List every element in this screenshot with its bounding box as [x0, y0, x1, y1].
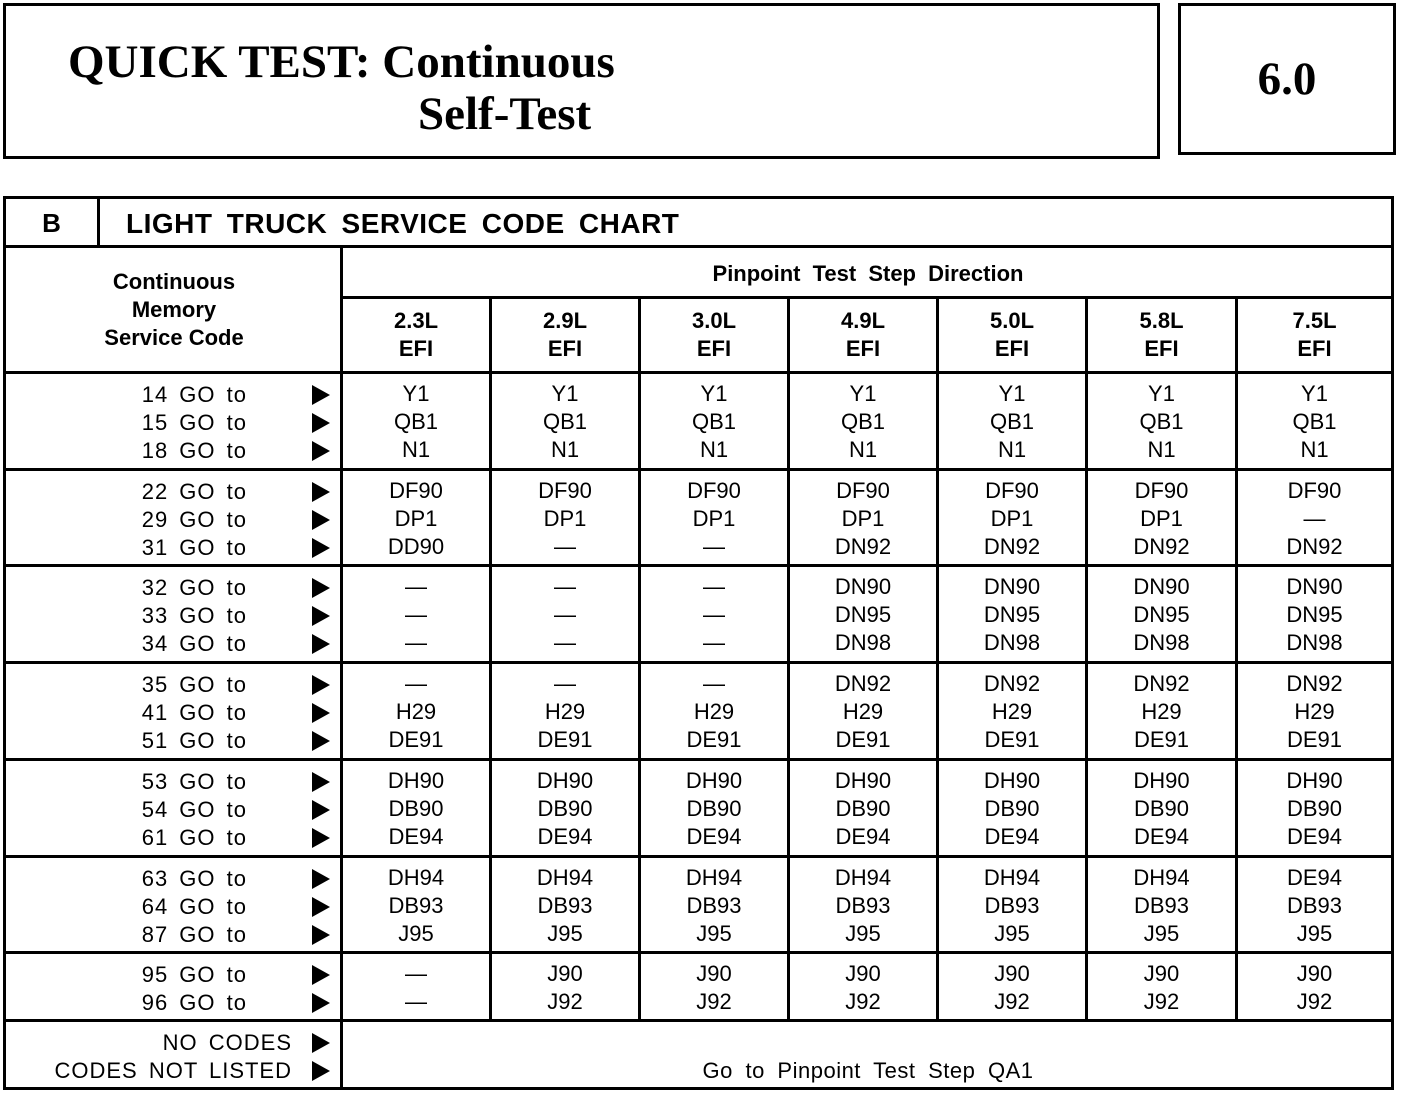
arrow-right-icon [312, 869, 330, 889]
footer-code-row [6, 1030, 342, 1058]
pinpoint-step: DN92 [1133, 534, 1190, 559]
pinpoint-step: — [554, 630, 576, 655]
arrow-right-icon [312, 925, 330, 945]
footer-code-row [6, 1058, 342, 1086]
pinpoint-step: — [554, 671, 576, 696]
pinpoint-step: QB1 [691, 409, 737, 434]
engine-type: EFI [696, 336, 732, 361]
pinpoint-step: N1 [997, 437, 1027, 462]
pinpoint-step: DB93 [686, 893, 742, 918]
pinpoint-step: Y1 [700, 381, 728, 406]
pinpoint-step: DN92 [1286, 534, 1343, 559]
pinpoint-step: J95 [1296, 921, 1333, 946]
pinpoint-step: — [405, 574, 427, 599]
arrow-right-icon [312, 897, 330, 917]
service-code-header-line: Continuous [112, 269, 236, 294]
pinpoint-step: — [554, 534, 576, 559]
pinpoint-step: DE91 [984, 727, 1040, 752]
service-code-row [6, 922, 342, 950]
pinpoint-step: DE91 [1133, 727, 1190, 752]
pinpoint-step: DH94 [834, 865, 892, 890]
footer-instruction: Go to Pinpoint Test Step QA1 [702, 1058, 1034, 1083]
pinpoint-step: DE94 [1286, 824, 1343, 849]
pinpoint-step: — [405, 961, 427, 986]
arrow-right-icon [312, 606, 330, 626]
page-title [68, 36, 615, 140]
pinpoint-step: — [405, 671, 427, 696]
service-code-row [6, 866, 342, 894]
pinpoint-step: DF90 [836, 478, 890, 503]
service-code-label: 87 GO to [141, 922, 247, 947]
row-divider [6, 564, 1391, 567]
engine-size: 2.9L [542, 308, 588, 333]
pinpoint-step: DE94 [984, 824, 1040, 849]
pinpoint-step: DH94 [387, 865, 445, 890]
pinpoint-step: DN98 [983, 630, 1041, 655]
service-code-label: 33 GO to [141, 603, 247, 628]
pinpoint-step: QB1 [989, 409, 1035, 434]
pinpoint-step: DN95 [983, 602, 1041, 627]
engine-header [492, 299, 638, 371]
service-code-row [6, 894, 342, 922]
pinpoint-step: DB90 [835, 796, 891, 821]
pinpoint-step: DF90 [985, 478, 1039, 503]
pinpoint-step: J90 [1296, 961, 1333, 986]
pinpoint-step: J95 [398, 921, 434, 946]
pinpoint-step: J92 [1143, 989, 1180, 1014]
chart-letter: B [6, 199, 100, 248]
pinpoint-step: DH90 [983, 768, 1041, 793]
service-code-label: 34 GO to [141, 631, 247, 656]
pinpoint-step: J95 [547, 921, 583, 946]
pinpoint-step: DB90 [1133, 796, 1190, 821]
engine-type: EFI [1297, 336, 1332, 361]
engine-size: 3.0L [691, 308, 737, 333]
pinpoint-step: DH90 [536, 768, 594, 793]
pinpoint-step: DH90 [685, 768, 743, 793]
pinpoint-step: DH90 [387, 768, 445, 793]
engine-header [939, 299, 1085, 371]
row-divider [6, 245, 1391, 248]
pinpoint-step: J90 [845, 961, 881, 986]
pinpoint-step: — [1303, 506, 1326, 531]
service-code-row [6, 700, 342, 728]
service-code-label: 35 GO to [141, 672, 247, 697]
pinpoint-step: Y1 [402, 381, 430, 406]
arrow-right-icon [312, 703, 330, 723]
service-code-label: 14 GO to [141, 382, 247, 407]
engine-header [1238, 299, 1391, 371]
arrow-right-icon [312, 510, 330, 530]
title-line-1: QUICK TEST: Continuous [68, 36, 615, 88]
engine-size: 7.5L [1292, 308, 1337, 333]
engine-header [343, 299, 489, 371]
pinpoint-step: DB93 [1286, 893, 1343, 918]
pinpoint-step: DB90 [537, 796, 593, 821]
pinpoint-step: DN98 [1286, 630, 1343, 655]
pinpoint-step: DN92 [834, 671, 892, 696]
pinpoint-step: H29 [842, 699, 884, 724]
pinpoint-step: DN90 [1133, 574, 1190, 599]
pinpoint-step: — [703, 630, 725, 655]
service-code-chart [3, 196, 1394, 1090]
service-code-label: 95 GO to [141, 962, 247, 987]
pinpoint-step: H29 [693, 699, 735, 724]
pinpoint-step: Y1 [1148, 381, 1175, 406]
service-code-header-line: Memory [131, 297, 217, 322]
engine-header [641, 299, 787, 371]
pinpoint-step: DP1 [841, 506, 885, 531]
footer-code-label: CODES NOT LISTED [54, 1058, 292, 1083]
pinpoint-step: DN95 [1286, 602, 1343, 627]
arrow-right-icon [312, 538, 330, 558]
arrow-right-icon [312, 828, 330, 848]
arrow-right-icon [312, 385, 330, 405]
row-divider [6, 951, 1391, 954]
arrow-right-icon [312, 993, 330, 1013]
pinpoint-step: DH90 [1286, 768, 1343, 793]
service-code-label: 63 GO to [141, 866, 247, 891]
service-code-label: 54 GO to [141, 797, 247, 822]
service-code-label: 15 GO to [141, 410, 247, 435]
service-code-label: 61 GO to [141, 825, 247, 850]
pinpoint-step: Y1 [551, 381, 579, 406]
footer-code-label: NO CODES [162, 1030, 292, 1055]
pinpoint-step: DD90 [387, 534, 445, 559]
pinpoint-step: — [703, 574, 725, 599]
pinpoint-step: QB1 [1139, 409, 1184, 434]
pinpoint-step: QB1 [393, 409, 439, 434]
engine-type: EFI [994, 336, 1030, 361]
pinpoint-header: Pinpoint Test Step Direction [712, 261, 1024, 286]
service-code-row [6, 728, 342, 756]
pinpoint-step: DN92 [983, 534, 1041, 559]
pinpoint-step: — [703, 534, 725, 559]
pinpoint-step: J90 [547, 961, 583, 986]
engine-header [790, 299, 936, 371]
pinpoint-step: J95 [845, 921, 881, 946]
pinpoint-step: DF90 [1134, 478, 1189, 503]
engine-type: EFI [547, 336, 583, 361]
arrow-right-icon [312, 800, 330, 820]
pinpoint-step: DH94 [536, 865, 594, 890]
service-code-row [6, 962, 342, 990]
service-code-label: 32 GO to [141, 575, 247, 600]
pinpoint-step: — [703, 602, 725, 627]
service-code-row [6, 479, 342, 507]
pinpoint-step: DF90 [1287, 478, 1342, 503]
title-box [3, 3, 1160, 159]
service-code-label: 64 GO to [141, 894, 247, 919]
arrow-right-icon [312, 413, 330, 433]
pinpoint-step: DE94 [686, 824, 742, 849]
pinpoint-step: J92 [696, 989, 732, 1014]
pinpoint-step: H29 [991, 699, 1033, 724]
pinpoint-step: DH94 [685, 865, 743, 890]
pinpoint-step: DN95 [834, 602, 892, 627]
engine-size: 4.9L [840, 308, 886, 333]
pinpoint-step: J90 [696, 961, 732, 986]
pinpoint-step: DH94 [983, 865, 1041, 890]
pinpoint-step: DB93 [537, 893, 593, 918]
pinpoint-step: DB93 [1133, 893, 1190, 918]
pinpoint-step: J90 [994, 961, 1030, 986]
pinpoint-step: DE91 [686, 727, 742, 752]
arrow-right-icon [312, 772, 330, 792]
pinpoint-step: DE94 [835, 824, 891, 849]
arrow-right-icon [312, 675, 330, 695]
service-code-header [6, 249, 342, 371]
engine-type: EFI [1144, 336, 1179, 361]
engine-size: 2.3L [393, 308, 439, 333]
pinpoint-step: DE94 [537, 824, 593, 849]
pinpoint-step: N1 [699, 437, 729, 462]
service-code-row [6, 603, 342, 631]
pinpoint-step: QB1 [1292, 409, 1337, 434]
pinpoint-step: DP1 [394, 506, 438, 531]
pinpoint-step: DB90 [686, 796, 742, 821]
row-divider [6, 661, 1391, 664]
pinpoint-step: H29 [1294, 699, 1335, 724]
pinpoint-step: DE94 [1286, 865, 1343, 890]
pinpoint-step: — [703, 671, 725, 696]
pinpoint-step: Y1 [849, 381, 877, 406]
pinpoint-step: DN92 [834, 534, 892, 559]
pinpoint-step: N1 [550, 437, 580, 462]
arrow-right-icon [312, 1033, 330, 1053]
pinpoint-step: DP1 [1140, 506, 1183, 531]
pinpoint-step: DE91 [835, 727, 891, 752]
pinpoint-step: DF90 [389, 478, 443, 503]
pinpoint-step: DN92 [1133, 671, 1190, 696]
arrow-right-icon [312, 731, 330, 751]
pinpoint-step: N1 [1147, 437, 1176, 462]
row-divider [6, 371, 1391, 374]
pinpoint-step: — [405, 989, 427, 1014]
pinpoint-step: DP1 [543, 506, 587, 531]
pinpoint-step: J95 [1143, 921, 1180, 946]
engine-type: EFI [398, 336, 434, 361]
pinpoint-step: N1 [401, 437, 431, 462]
pinpoint-step: Y1 [1301, 381, 1328, 406]
pinpoint-step: N1 [848, 437, 878, 462]
service-code-row [6, 769, 342, 797]
pinpoint-step: J92 [547, 989, 583, 1014]
pinpoint-step: DE91 [1286, 727, 1343, 752]
pinpoint-step: — [405, 602, 427, 627]
engine-size: 5.8L [1139, 308, 1184, 333]
service-code-label: 22 GO to [141, 479, 247, 504]
pinpoint-step: DN98 [834, 630, 892, 655]
arrow-right-icon [312, 578, 330, 598]
pinpoint-step: DP1 [692, 506, 736, 531]
pinpoint-step: J92 [1296, 989, 1333, 1014]
pinpoint-step: DN90 [834, 574, 892, 599]
pinpoint-step: DE94 [388, 824, 444, 849]
pinpoint-step: DH90 [834, 768, 892, 793]
service-code-row [6, 672, 342, 700]
service-code-label: 96 GO to [141, 990, 247, 1015]
arrow-right-icon [312, 441, 330, 461]
pinpoint-step: DE91 [388, 727, 444, 752]
service-code-label: 41 GO to [141, 700, 247, 725]
engine-header [1088, 299, 1235, 371]
service-code-row [6, 410, 342, 438]
chart-title: LIGHT TRUCK SERVICE CODE CHART [126, 207, 680, 239]
service-code-row [6, 535, 342, 563]
row-divider [6, 468, 1391, 471]
row-divider [6, 1019, 1391, 1022]
pinpoint-step: DB93 [835, 893, 891, 918]
row-divider [6, 758, 1391, 761]
pinpoint-step: DN98 [1133, 630, 1190, 655]
service-code-label: 53 GO to [141, 769, 247, 794]
pinpoint-step: DF90 [687, 478, 741, 503]
service-code-row [6, 631, 342, 659]
service-code-row [6, 825, 342, 853]
service-code-row [6, 797, 342, 825]
pinpoint-step: DN90 [983, 574, 1041, 599]
pinpoint-step: DH94 [1133, 865, 1190, 890]
service-code-row [6, 507, 342, 535]
service-code-row [6, 438, 342, 466]
title-line-2: Self-Test [418, 88, 592, 140]
pinpoint-step: DN92 [1286, 671, 1343, 696]
pinpoint-step: J95 [696, 921, 732, 946]
service-code-label: 18 GO to [141, 438, 247, 463]
service-code-label: 51 GO to [141, 728, 247, 753]
service-code-row [6, 575, 342, 603]
pinpoint-step: DN92 [983, 671, 1041, 696]
pinpoint-step: QB1 [542, 409, 588, 434]
pinpoint-step: QB1 [840, 409, 886, 434]
pinpoint-step: DB93 [984, 893, 1040, 918]
pinpoint-step: DE91 [537, 727, 593, 752]
pinpoint-step: DN95 [1133, 602, 1190, 627]
pinpoint-step: H29 [1141, 699, 1182, 724]
service-code-label: 29 GO to [141, 507, 247, 532]
engine-size: 5.0L [989, 308, 1035, 333]
pinpoint-step: DH90 [1133, 768, 1190, 793]
service-code-row [6, 990, 342, 1018]
pinpoint-step: DE94 [1133, 824, 1190, 849]
service-code-header-line: Service Code [104, 325, 244, 350]
arrow-right-icon [312, 634, 330, 654]
section-number: 6.0 [1178, 3, 1396, 155]
pinpoint-step: J90 [1143, 961, 1180, 986]
pinpoint-step: — [405, 630, 427, 655]
pinpoint-step: DB93 [388, 893, 444, 918]
pinpoint-step: DB90 [388, 796, 444, 821]
pinpoint-step: J92 [994, 989, 1030, 1014]
pinpoint-step: N1 [1300, 437, 1329, 462]
pinpoint-step: DF90 [538, 478, 592, 503]
pinpoint-step: H29 [395, 699, 437, 724]
arrow-right-icon [312, 482, 330, 502]
service-code-label: 31 GO to [141, 535, 247, 560]
pinpoint-step: — [554, 602, 576, 627]
pinpoint-step: DB90 [984, 796, 1040, 821]
pinpoint-step: J95 [994, 921, 1030, 946]
engine-type: EFI [845, 336, 881, 361]
pinpoint-step: — [554, 574, 576, 599]
pinpoint-step: J92 [845, 989, 881, 1014]
row-divider [6, 855, 1391, 858]
pinpoint-step: DP1 [990, 506, 1034, 531]
pinpoint-step: H29 [544, 699, 586, 724]
pinpoint-step: DB90 [1286, 796, 1343, 821]
pinpoint-step: Y1 [998, 381, 1026, 406]
service-code-row [6, 382, 342, 410]
pinpoint-step: DN90 [1286, 574, 1343, 599]
arrow-right-icon [312, 965, 330, 985]
arrow-right-icon [312, 1061, 330, 1081]
